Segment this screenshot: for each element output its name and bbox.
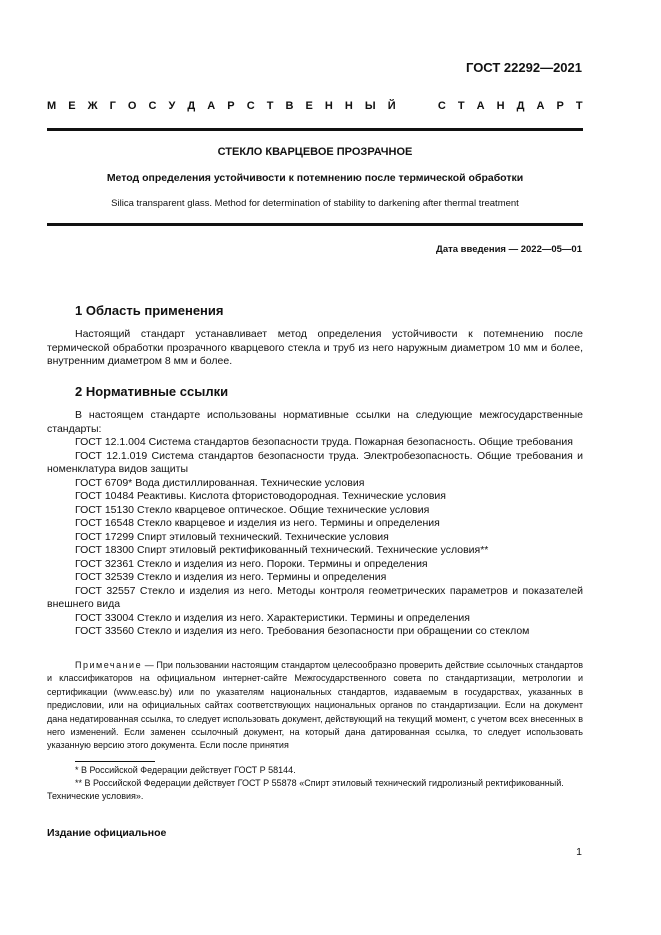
standard-type-letter: С: [437, 100, 446, 112]
reference-item: ГОСТ 32539 Стекло и изделия из него. Термины и определения: [75, 571, 387, 583]
standard-type-letter: Е: [68, 100, 76, 112]
introduction-date: Дата введения — 2022—05—01: [436, 244, 582, 255]
reference-item: ГОСТ 16548 Стекло кварцевое и изделия из него. Термины и определения: [75, 517, 440, 529]
reference-item: ГОСТ 15130 Стекло кварцевое оптическое. Общие технические условия: [75, 503, 430, 516]
standard-type-letter: Д: [187, 100, 196, 112]
reference-item: ГОСТ 33004 Стекло и изделия из него. Характеристики. Термины и определения: [75, 611, 470, 624]
standard-type-letter: Р: [556, 100, 564, 112]
reference-item: ГОСТ 33560 Стекло и изделия из него. Требования безопасности при обращении со стеклом: [75, 625, 530, 637]
standard-type-heading: [47, 100, 583, 112]
section-1-heading: 1 Область применения: [75, 303, 224, 318]
standard-type-letter: А: [207, 100, 216, 112]
section-1-body: [47, 328, 583, 369]
footnotes: [47, 764, 583, 803]
footnote-separator: [75, 761, 155, 762]
standard-type-letter: С: [246, 100, 255, 112]
reference-item: ГОСТ 18300 Спирт этиловый ректификованный технический. Технические условия**: [75, 544, 489, 556]
standard-type-letter: Й: [387, 100, 396, 112]
section-1-paragraph: Настоящий стандарт устанавливает метод определения устойчивости к потемнению после термической обработки прозрачного кварцевого стекла и труб из него наружным диаметром 10 мм и более, внутренним диаметром 8 мм и более.: [47, 328, 583, 367]
note-label: Примечание: [75, 660, 143, 670]
standard-type-letter: С: [148, 100, 157, 112]
standard-type-letter: Т: [266, 100, 274, 112]
standard-type-letter: Т: [575, 100, 583, 112]
footnote-2: ** В Российской Федерации действует ГОСТ Р 55878 «Спирт этиловый технический гидролизный ректификованный. Технические условия».: [47, 778, 564, 801]
note-paragraph: [47, 659, 583, 753]
document-subtitle: Метод определения устойчивости к потемнению после термической обработки: [106, 172, 524, 184]
document-title: СТЕКЛО КВАРЦЕВОЕ ПРОЗРАЧНОЕ: [217, 146, 413, 158]
standard-type-letter: Ж: [87, 100, 98, 112]
section-2-heading: 2 Нормативные ссылки: [75, 384, 229, 399]
standard-type-letter: Ы: [364, 100, 376, 112]
standard-type-letter: Д: [516, 100, 525, 112]
reference-item: ГОСТ 10484 Реактивы. Кислота фтористоводородная. Технические условия: [75, 490, 446, 502]
footnote-1: * В Российской Федерации действует ГОСТ Р 58144.: [75, 765, 296, 775]
official-edition-label: Издание официальное: [47, 827, 167, 839]
standard-number: ГОСТ 22292—2021: [466, 60, 582, 75]
note-text: — При пользовании настоящим стандартом целесообразно проверить действие ссылочных стандартов и классификаторов на официальном интернет-сайте Межгосударственного совета по стандартизации, метрологии и сертификации (www.easc.by) или по указателям национальных стандартов, издаваемым в государствах, указанных в предисловии, или на официальных сайтах соответствующих национальных органов по стандартизации. Если на документ дана недатированная ссылка, то следует использовать документ, действующий на текущий момент, с учетом всех внесенных в него изменений. Если заменен ссылочный документ, на который дана датированная ссылка, то следует использовать указанную версию этого документа. Если после принятия: [47, 660, 583, 751]
reference-item: ГОСТ 32557 Стекло и изделия из него. Методы контроля геометрических параметров и показателей внешнего вида: [47, 584, 583, 610]
top-rule: [47, 128, 583, 131]
standard-type-letter: [408, 100, 411, 112]
section-2-body: [47, 409, 583, 639]
standard-type-letter: Р: [227, 100, 235, 112]
page-number: 1: [576, 846, 582, 858]
standard-type-letter: А: [476, 100, 485, 112]
section-2-intro: В настоящем стандарте использованы нормативные ссылки на следующие межгосударственные стандарты:: [47, 409, 583, 435]
reference-item: ГОСТ 32361 Стекло и изделия из него. Пороки. Термины и определения: [75, 557, 428, 570]
standard-type-letter: У: [168, 100, 176, 112]
reference-item: ГОСТ 12.1.004 Система стандартов безопасности труда. Пожарная безопасность. Общие требования: [75, 436, 573, 448]
reference-item: ГОСТ 17299 Спирт этиловый технический. Технические условия: [75, 530, 389, 543]
standard-type-letter: О: [127, 100, 137, 112]
standard-type-letter: Н: [496, 100, 505, 112]
standard-type-letter: Т: [457, 100, 465, 112]
standard-type-letter: Н: [324, 100, 333, 112]
title-rule: [47, 223, 583, 226]
standard-type-letter: М: [47, 100, 57, 112]
standard-type-letter: [423, 100, 426, 112]
standard-type-letter: В: [285, 100, 294, 112]
standard-type-letter: Н: [344, 100, 353, 112]
reference-item: ГОСТ 6709* Вода дистиллированная. Технические условия: [75, 476, 365, 489]
reference-item: ГОСТ 12.1.019 Система стандартов безопасности труда. Электробезопасность. Общие требования и номенклатура видов защиты: [47, 449, 583, 475]
document-title-english: Silica transparent glass. Method for determination of stability to darkening after thermal treatment: [111, 198, 519, 209]
standard-type-letter: А: [536, 100, 545, 112]
standard-type-letter: Г: [109, 100, 116, 112]
standard-type-letter: Е: [305, 100, 313, 112]
